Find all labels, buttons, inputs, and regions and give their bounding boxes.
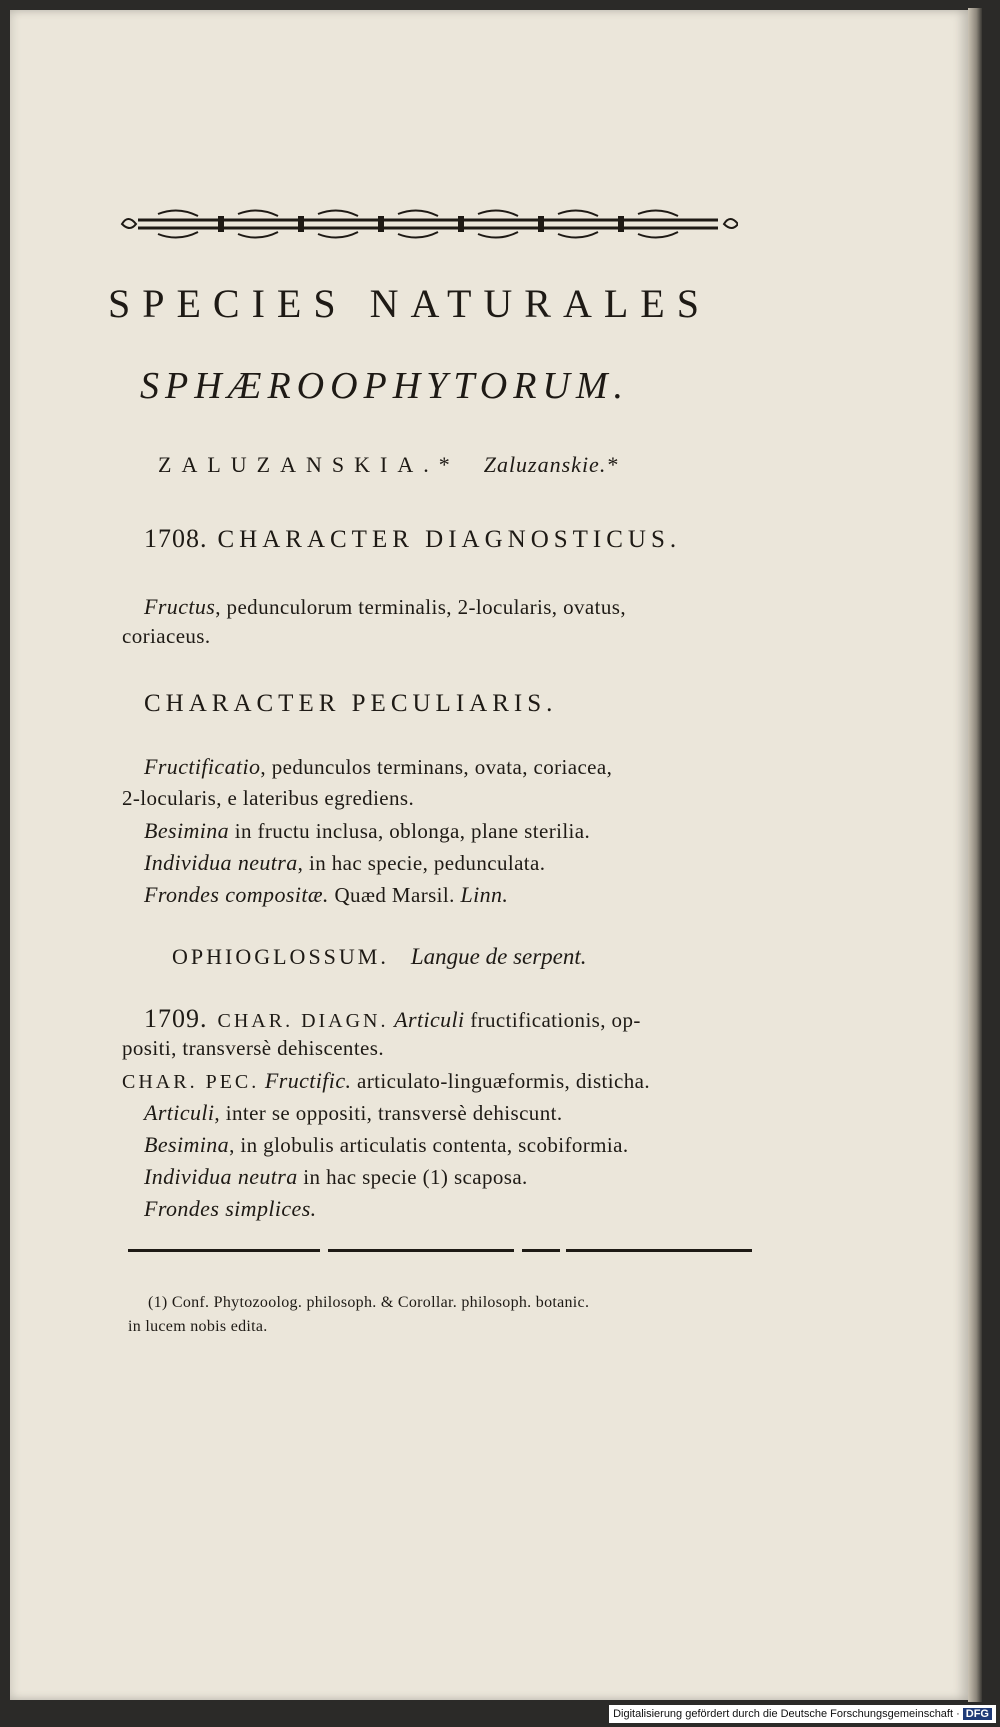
peculiaris-line-2: 2-locularis, e lateribus egrediens. bbox=[122, 786, 415, 810]
ophioglossum-line-3 bbox=[122, 1068, 650, 1094]
term: Individua neutra bbox=[144, 850, 298, 875]
ophioglossum-line-4 bbox=[144, 1100, 562, 1126]
ornamental-border bbox=[118, 204, 738, 244]
label: CHAR. DIAGN. bbox=[217, 1010, 389, 1032]
term: Besimina bbox=[144, 818, 230, 843]
peculiaris-line-5 bbox=[144, 882, 508, 908]
term: Frondes simplices. bbox=[144, 1196, 317, 1221]
genus-name: OPHIOGLOSSUM. bbox=[172, 944, 389, 969]
footnote-line-2: in lucem nobis edita. bbox=[128, 1318, 268, 1335]
ophioglossum-line-6 bbox=[144, 1164, 528, 1190]
term: Individua neutra bbox=[144, 1164, 298, 1189]
term: Fructus bbox=[144, 594, 216, 619]
label: CHAR. PEC. bbox=[122, 1071, 260, 1093]
section-heading: CHARACTER DIAGNOSTICUS. bbox=[217, 526, 682, 553]
authority: Linn. bbox=[460, 882, 509, 907]
paragraph-number: 1708. bbox=[144, 524, 208, 553]
footnote-rule-1 bbox=[128, 1249, 320, 1252]
term: Articuli bbox=[144, 1100, 215, 1125]
text: , inter se oppositi, transversè dehiscunt. bbox=[214, 1101, 563, 1125]
text: articulato-linguæformis, disticha. bbox=[351, 1069, 650, 1093]
dfg-logo: DFG bbox=[963, 1708, 992, 1720]
term: Fructificatio bbox=[144, 754, 261, 779]
peculiaris-line-3 bbox=[144, 818, 590, 844]
footnote-rule-4 bbox=[566, 1249, 752, 1252]
text: , in hac specie, pedunculata. bbox=[297, 851, 546, 875]
text: , pedunculos terminans, ovata, coriacea, bbox=[260, 755, 613, 779]
diagnosticus-line-1 bbox=[144, 594, 626, 620]
digitization-credit bbox=[609, 1705, 996, 1723]
text: , in globulis articulatis contenta, scobiformia. bbox=[229, 1133, 629, 1157]
genus-name: ZALUZANSKIA.* bbox=[158, 452, 460, 477]
term: Frondes compositæ. bbox=[144, 882, 329, 907]
diagnosticus-line-2: coriaceus. bbox=[122, 624, 211, 648]
footnote-rule-2 bbox=[328, 1249, 514, 1252]
text: Quæd Marsil. bbox=[328, 883, 461, 907]
footnote-rule-3 bbox=[522, 1249, 560, 1252]
ophioglossum-line-1 bbox=[144, 1004, 641, 1034]
text: , pedunculorum terminalis, 2-locularis, ovatus, bbox=[215, 595, 626, 619]
peculiaris-line-1 bbox=[144, 754, 612, 780]
credit-text: Digitalisierung gefördert durch die Deutsche Forschungsgemeinschaft · bbox=[613, 1708, 960, 1720]
genus-vernacular: Langue de serpent. bbox=[410, 944, 587, 969]
diagnosticus-heading bbox=[144, 524, 681, 554]
text: in fructu inclusa, oblonga, plane sterilia. bbox=[229, 819, 591, 843]
genus-heading-zaluzanskia bbox=[158, 452, 618, 478]
text: in hac specie (1) scaposa. bbox=[297, 1165, 528, 1189]
title-line-1: SPECIES NATURALES bbox=[108, 281, 711, 326]
paragraph-number: 1709. bbox=[144, 1004, 208, 1033]
genus-vernacular: Zaluzanskie.* bbox=[483, 452, 619, 477]
term: Besimina bbox=[144, 1132, 230, 1157]
page-edge bbox=[968, 8, 982, 1702]
peculiaris-line-4 bbox=[144, 850, 545, 876]
term: Fructific. bbox=[264, 1068, 352, 1093]
genus-heading-ophioglossum bbox=[172, 944, 587, 970]
text: fructificationis, op- bbox=[464, 1008, 641, 1032]
footnote-line-1: (1) Conf. Phytozoolog. philosoph. & Corollar. philosoph. botanic. bbox=[148, 1294, 590, 1311]
ophioglossum-line-2: positi, transversè dehiscentes. bbox=[122, 1036, 385, 1060]
ophioglossum-line-7 bbox=[144, 1196, 317, 1222]
ophioglossum-line-5 bbox=[144, 1132, 629, 1158]
term: Articuli bbox=[394, 1007, 465, 1032]
title-line-2: SPHÆROOPHYTORUM. bbox=[140, 365, 630, 407]
peculiaris-heading: CHARACTER PECULIARIS. bbox=[144, 690, 558, 717]
